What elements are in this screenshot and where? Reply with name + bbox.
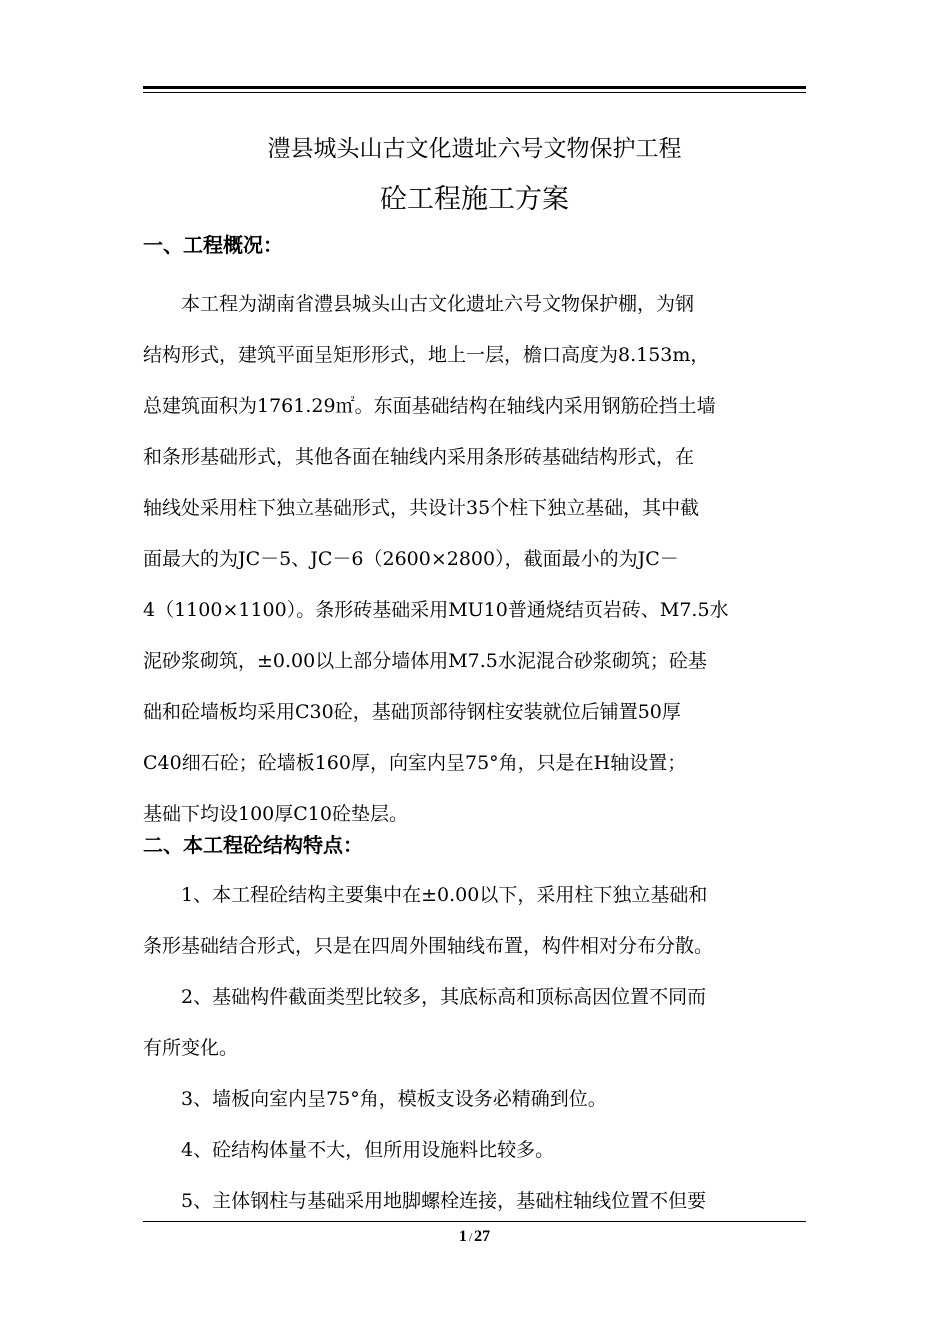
list-item-line: 条形基础结合形式，只是在四周外围轴线布置，构件相对分布分散。 xyxy=(143,935,714,957)
text-line: 总建筑面积为1761.29㎡。东面基础结构在轴线内采用钢筋砼挡土墙 xyxy=(143,395,716,417)
header-rule-thin xyxy=(143,92,806,93)
list-item-line: 2、基础构件截面类型比较多，其底标高和顶标高因位置不同而 xyxy=(181,986,707,1008)
total-pages: 27 xyxy=(474,1228,491,1245)
page-number xyxy=(143,1226,806,1248)
document-title-line1: 澧县城头山古文化遗址六号文物保护工程 xyxy=(267,136,682,162)
list-item-line: 有所变化。 xyxy=(143,1037,239,1059)
list-item-line: 4、砼结构体量不大，但所用设施料比较多。 xyxy=(181,1139,555,1161)
section1-paragraph xyxy=(143,279,806,840)
text-line: 轴线处采用柱下独立基础形式，共设计35个柱下独立基础，其中截 xyxy=(143,497,700,519)
text-line: 基础下均设100厚C10砼垫层。 xyxy=(143,803,408,825)
list-item-line: 1、本工程砼结构主要集中在±0.00以下，采用柱下独立基础和 xyxy=(181,884,708,906)
text-line: 和条形基础形式，其他各面在轴线内采用条形砖基础结构形式，在 xyxy=(143,446,695,468)
header-rule xyxy=(143,86,806,89)
text-line: 泥砂浆砌筑，±0.00以上部分墙体用M7.5水泥混合砂浆砌筑；砼基 xyxy=(143,650,707,672)
text-line: 本工程为湖南省澧县城头山古文化遗址六号文物保护棚，为钢 xyxy=(181,293,695,315)
section1-heading: 一、工程概况： xyxy=(143,233,283,257)
section2-list xyxy=(143,870,806,1227)
text-line: 结构形式，建筑平面呈矩形形式，地上一层，檐口高度为8.153m， xyxy=(143,344,710,366)
text-line: C40细石砼；砼墙板160厚，向室内呈75°角，只是在H轴设置； xyxy=(143,752,687,774)
section2-heading: 二、本工程砼结构特点： xyxy=(143,833,363,857)
list-item-line: 5、主体钢柱与基础采用地脚螺栓连接，基础柱轴线位置不但要 xyxy=(181,1190,707,1212)
text-line: 础和砼墙板均采用C30砼，基础顶部待钢柱安装就位后铺置50厚 xyxy=(143,701,681,723)
list-item-line: 3、墙板向室内呈75°角，模板支设务必精确到位。 xyxy=(181,1088,607,1110)
current-page: 1 xyxy=(458,1228,467,1245)
text-line: 面最大的为JC－5、JC－6（2600×2800），截面最小的为JC－ xyxy=(143,548,679,570)
footer-rule xyxy=(143,1221,806,1222)
page-separator: / xyxy=(468,1230,473,1244)
text-line: 4（1100×1100）。条形砖基础采用MU10普通烧结页岩砖、M7.5水 xyxy=(143,599,729,621)
document-title-line2: 砼工程施工方案 xyxy=(380,184,569,215)
